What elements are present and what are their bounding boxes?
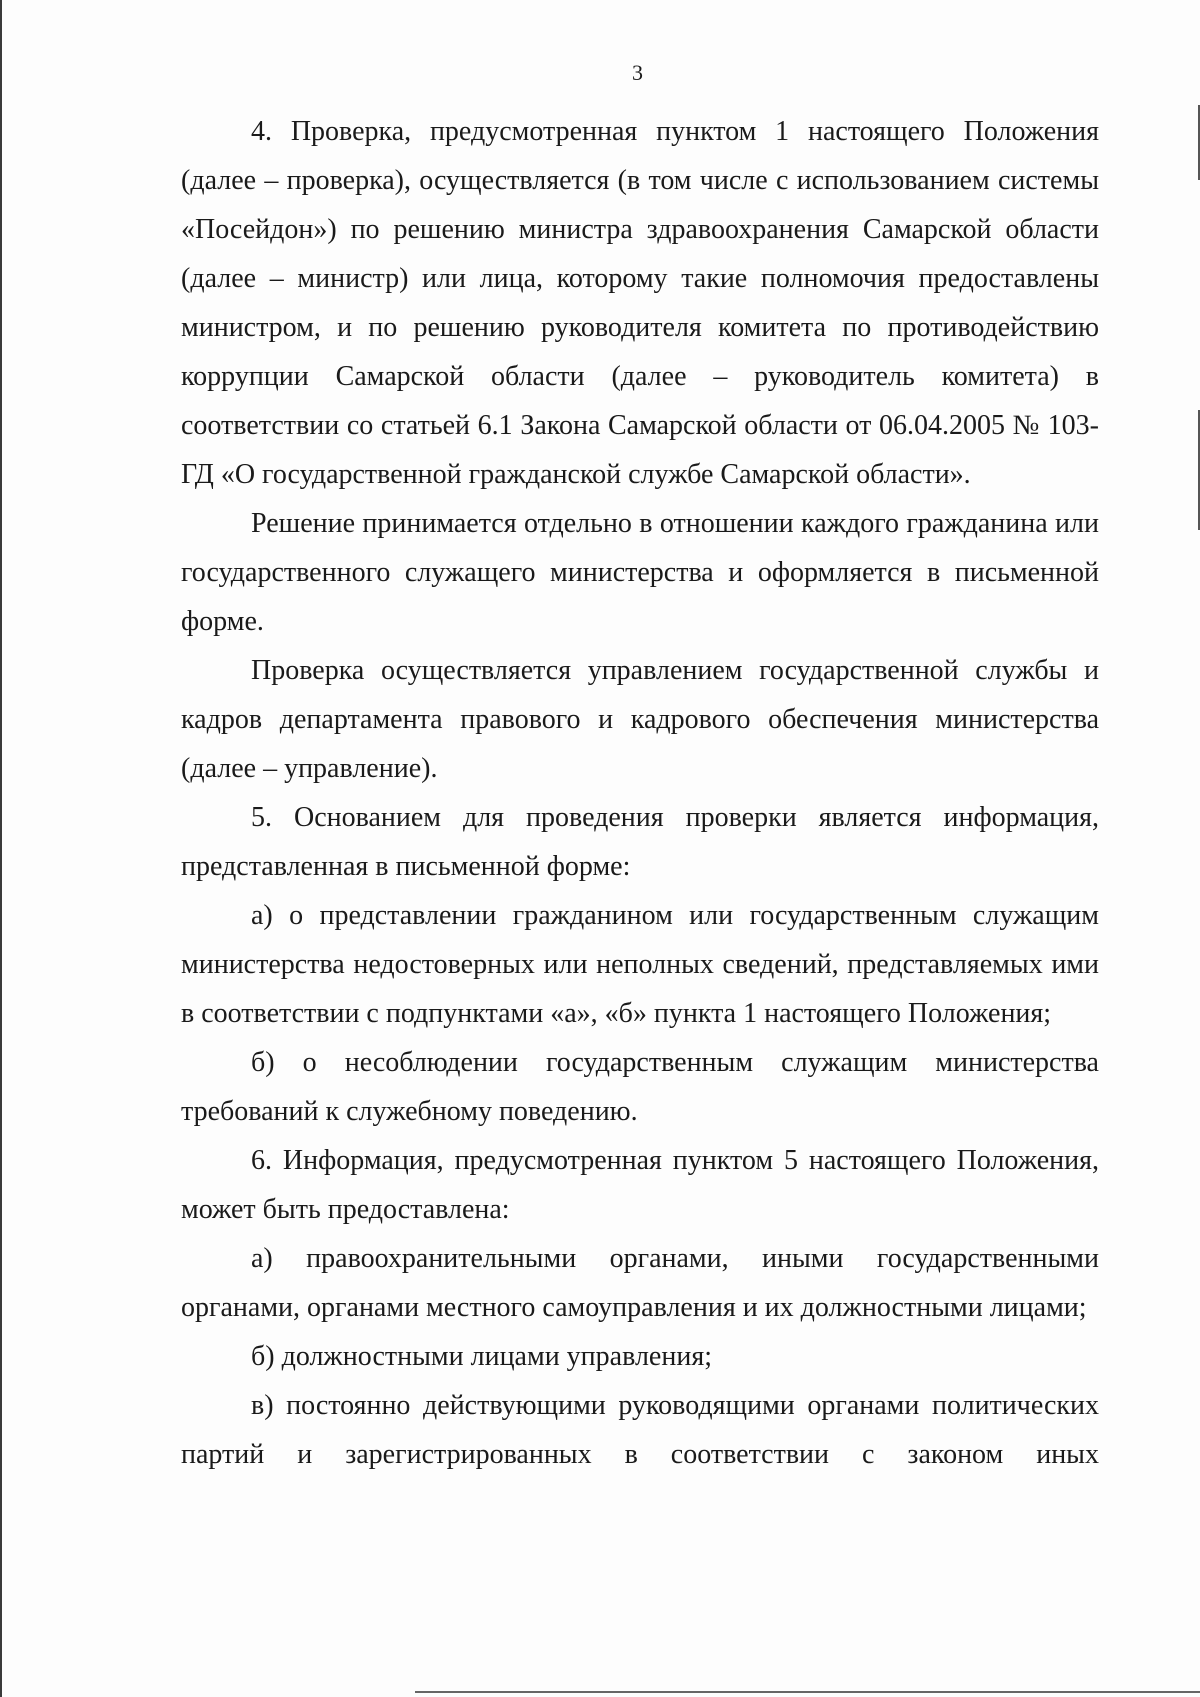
paragraph-6: 6. Информация, предусмотренная пунктом 5 настоящего Положения, может быть предоставлена: bbox=[181, 1145, 1099, 1225]
paragraph-5a: а) о представлении гражданином или государственным служащим министерства недостоверных или неполных сведений, представляемых ими в соответствии с подпунктами «а», «б» пункта 1 настоящего Положения; bbox=[181, 900, 1099, 1029]
paragraph-6b: б) должностными лицами управления; bbox=[251, 1341, 712, 1372]
paragraph-5: 5. Основанием для проведения проверки является информация, представленная в письменной форме: bbox=[181, 802, 1099, 882]
paragraph-4: 4. Проверка, предусмотренная пунктом 1 настоящего Положения (далее – проверка), осуществляется (в том числе с использованием системы «Посейдон») по решению министра здравоохранения Самарской области (далее – министр) или лица, которому такие полномочия предоставлены министром, и по решению руководителя комитета по противодействию коррупции Самарской области (далее – руководитель комитета) в соответствии со статьей 6.1 Закона Самарской области от 06.04.2005 № 103-ГД «О государственной гражданской службе Самарской области». bbox=[181, 116, 1099, 490]
paragraph-6c: в) постоянно действующими руководящими органами политических партий и зарегистрированных в соответствии с законом иных bbox=[181, 1390, 1099, 1470]
paragraph-decision: Решение принимается отдельно в отношении каждого гражданина или государственного служащего министерства и оформляется в письменной форме. bbox=[181, 508, 1099, 637]
paragraph-5b: б) о несоблюдении государственным служащим министерства требований к служебному поведению. bbox=[181, 1047, 1099, 1127]
paragraph-6a: а) правоохранительными органами, иными государственными органами, органами местного самоуправления и их должностными лицами; bbox=[181, 1243, 1099, 1323]
scan-left-edge bbox=[0, 0, 2, 1697]
page-number: 3 bbox=[632, 60, 643, 85]
scan-bottom-rule bbox=[415, 1691, 1200, 1693]
paragraph-check-performer: Проверка осуществляется управлением государственной службы и кадров департамента правового и кадрового обеспечения министерства (далее – управление). bbox=[181, 655, 1099, 784]
document-body bbox=[181, 107, 1099, 1479]
